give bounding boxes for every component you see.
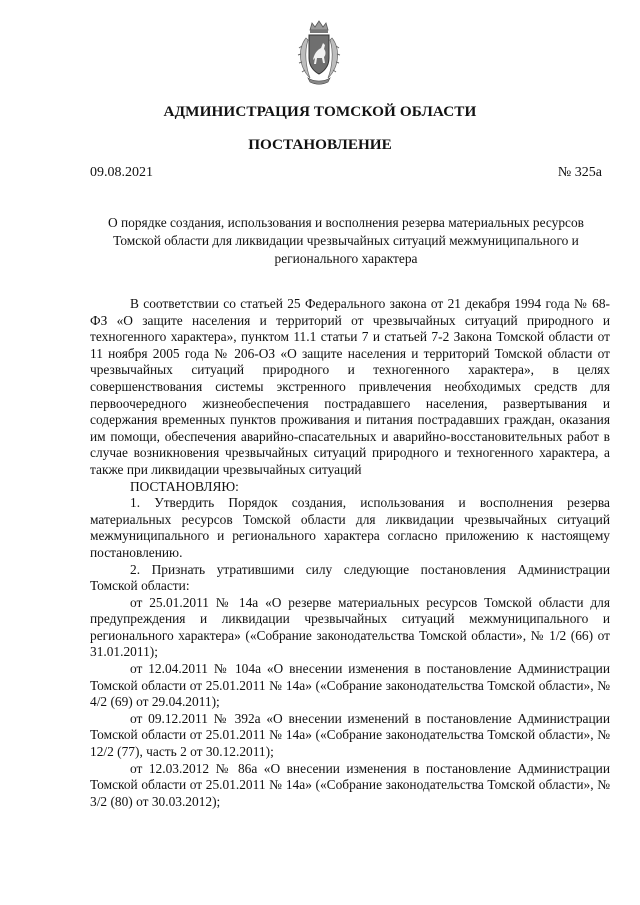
- preamble-paragraph: В соответствии со статьей 25 Федерального закона от 21 декабря 1994 года № 68-ФЗ «О защите населения и территорий от чрезвычайных ситуаций природного и техногенного характера», пунктом 11.1 статьи 7 и статьей 7-2 Закона Томской области от 11 ноября 2005 года № 206-ОЗ «О защите населения и территорий Томской области от чрезвычайных ситуаций природного и техногенного характера», в целях совершенствования системы экстренного привлечения необходимых средств для первоочередного жизнеобеспечения пострадавшего населения, развертывания и содержания временных пунктов проживания и питания пострадавших граждан, оказания им помощи, обеспечения аварийно-спасательных и аварийно-восстановительных работ в случае возникновения чрезвычайных ситуаций природного и техногенного характера, а также при ликвидации чрезвычайных ситуаций: [90, 296, 610, 477]
- document-number: № 325а: [557, 165, 602, 180]
- subitem-4-paragraph: от 12.03.2012 № 86а «О внесении изменения в постановление Администрации Томской области от 25.01.2011 № 14а» («Собрание законодательства Томской области», № 3/2 (80) от 30.03.2012);: [90, 760, 610, 809]
- item-1-paragraph: 1. Утвердить Порядок создания, использования и восполнения резерва материальных ресурсов Томской области для ликвидации чрезвычайных ситуаций межмуниципального и регионального характера согласно приложению к настоящему постановлению.: [90, 495, 610, 560]
- document-subject: О порядке создания, использования и восполнения резерва материальных ресурсов Томской области для ликвидации чрезвычайных ситуаций межмуниципального и регионального характера: [107, 215, 585, 266]
- subitem-3-paragraph: от 09.12.2011 № 392а «О внесении изменений в постановление Администрации Томской области от 25.01.2011 № 14а» («Собрание законодательства Томской области», № 12/2 (77), часть 2 от 30.12.2011);: [90, 710, 610, 760]
- organization-name: АДМИНИСТРАЦИЯ ТОМСКОЙ ОБЛАСТИ: [163, 103, 477, 120]
- document-body: [90, 296, 610, 810]
- subitem-2-paragraph: от 12.04.2011 № 104а «О внесении изменения в постановление Администрации Томской области от 25.01.2011 № 14а» («Собрание законодательства Томской области», № 4/2 (69) от 29.04.2011);: [90, 661, 610, 710]
- subitem-1-paragraph: от 25.01.2011 № 14а «О резерве материальных ресурсов Томской области для предупреждения и ликвидации чрезвычайных ситуаций межмуниципального и регионального характера» («Собрание законодательства Томской области», № 1/2 (66) от 31.01.2011);: [90, 594, 610, 660]
- resolve-paragraph: ПОСТАНОВЛЯЮ:: [130, 478, 239, 494]
- item-2-paragraph: 2. Признать утратившими силу следующие постановления Администрации Томской области:: [90, 561, 610, 594]
- coat-of-arms-icon: [296, 20, 342, 86]
- document-type: ПОСТАНОВЛЕНИЕ: [248, 136, 392, 153]
- document-date: 09.08.2021: [90, 165, 153, 180]
